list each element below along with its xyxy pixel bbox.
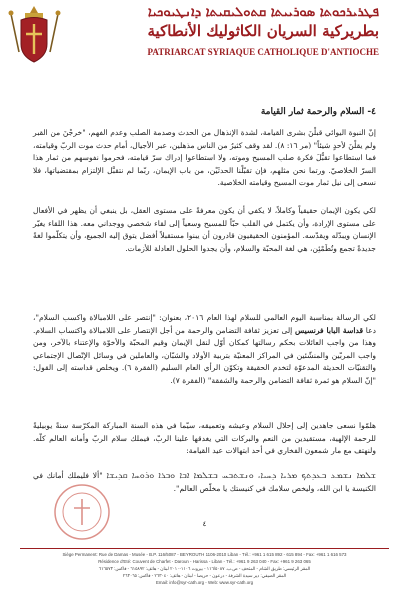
syriac-hymn: ܫܠܡܐ ܢܫܡܥ ܒܥܕܬܟ ܡܪܝܐ ܕܚܝܐ، ܘܢܫܬܒܚ ܒܫܠܡܐ ܐܒܐ ܘܒܪܐ ܘܪܘܚܐ ܩܕܝܫܐ bbox=[106, 471, 376, 481]
patriarchate-emblem-icon bbox=[7, 4, 62, 66]
paragraph-3 bbox=[33, 312, 376, 388]
paragraph-3-rest: إلى تعزيز ثقافة التضامن والرحمة من أجل الإنتصار على اللامبالاة واكتساب السلام. وهذا من واجب العائلات بحكم رسالتها كمكان أوّل لنقل الإيمان وقيم المحبّة والأخوّة والإعتناء بالآخر، ومن واجب المربّين والمنشّئين في المراكز المعنيّة بتربية الأولاد والشبّان، والعاملين في وسائل الإتّصال الإجتماعي والتقنيّات الحديثة المدعوّة لتخدم الحقيقة وتكوّن الرأي العام السليم (الفقرة ٦). ويخلص قداسته إلى القول: "إنّ السلام هو ثمرة ثقافة التضامن والرحمة والشفقة" (الفقرة ٧). bbox=[33, 325, 376, 385]
footer-divider bbox=[20, 548, 389, 549]
footer-address-fr: Siège Permanent: Rue de Damas - Musée - B.P. 116/5087 - BEYROUTH 1106-2010 Liban - Tél.: +961 1 615 892 - 615 894 - Fax: +961 1 616 573 bbox=[62, 552, 347, 557]
footer-summer-residence-fr: Résidence d'Eté: Couvent de Charfet - Daroun - Harissa - Liban - Tél.: +961 9 263 040 - Fax: +961 9 263 065 bbox=[98, 559, 311, 564]
header-french-name: PATRIARCAT SYRIAQUE CATHOLIQUE D'ANTIOCHE bbox=[147, 47, 379, 57]
hymn-translation: "ألا فليملك أمانك في الكنيسة يا ابن الله، وليخص سلامك في كنيستك يا مخلّص العالم". bbox=[33, 471, 376, 493]
paragraph-1: إنّ النبوة اليوائي قبلْنَ بشرى القيامة، لشدة الإنذهال من الحدث وصدمة الصلب وعدم الفهم، "خرجْنَ من القبر ولم يقلْنَ لأحدٍ شيئاً" (مر ١٦: ٨). لقد وقف كثيرٌ من الناس مذهلين، عبر الأجيال، أمام حدث موت الربّ وقيامته، فما استطاعوا تقبُّلَ فكرة صلب المسيح وموته، ولا استطاعوا إدراك سرّ قيامته، فحرموا نفوسهم من ثمار هذا السرّ الخلاصيّ. ورتما نحن مثلهم، فإن تقبّلْنا الحدثَيْن، من باب الإيمان، ربّما لم نتقبَّل الإلتزام بمقتضياتها، فلا نسعى إلى نيل ثمار موت المسيح وقيامته الخلاصية. bbox=[33, 128, 376, 188]
footer-contact: Email: info@syr-cath.org - Web: www.syr-cath.org bbox=[155, 580, 254, 585]
paragraph-3-lead: لكي الرسالة بمناسبة اليوم العالمي للسلام لهذا العام ٢٠١٦، بعنوان: "إنتصر على اللامبالاة واكسب السلام"، دعا bbox=[33, 313, 377, 335]
paragraph-2: لكي يكون الإيمان حقيقياً وكاملاً، لا يكفي أن يكون معرفةً على مستوى العقل، بل ينبغي أن يظهر في الأفعال على مستوى الإرادة، وأن يكتمل في القلب حبّاً للمسيح وسعياً إلى لقاء شخصي ووجداني معه. هذا اللقاء يغيّر الإنسان ويبدّله ويقدّسه. المؤمنون الحقيقيون قادرون أن يبنوا مستقبلاً أفضل يتوق إليه الجميع، وأن يتكلّموا لغةً جديدةً تجمع وتُطَمْئِن، هي لغة المحبّة والسلام، وأن يجدوا الحلول العادلة للأزمات. bbox=[33, 206, 376, 253]
header-arabic-name: بطريركية السريان الكاثوليك الأنطاكية bbox=[147, 22, 379, 40]
section-title: ٤- السلام والرحمة ثمار القيامة bbox=[260, 107, 376, 117]
paragraph-4: هلمّوا نسعى جاهدين إلى إحلال السلام وعيشه وتعميقه، سيّما في هذه السنة المباركة المكرّسة سنةً يوبيليةً للرحمة الإلهية، مستقيدين من النعم والبركات التي يغدقها علينا الربّ، فيملك سلام الربّ وأمانه العالم كلّه. ولنهتف مع مار شمعون الفخاري في أحد ابتهالات عيد القيامة: bbox=[33, 421, 376, 456]
footer-summer-residence-ar: المقر الصيفي: دير سيدة الشرفة - درعون - حريصا - لبنان - هاتف: ٢٦٣٠٤٠ - فاكس: ٢٦٣٠٦٥ bbox=[122, 573, 287, 578]
pope-name: قداسة البابا فرنسيس bbox=[294, 325, 364, 335]
official-stamp-icon bbox=[52, 482, 112, 542]
header-syriac-name: ܦܛܪܝܪܟܘܬܐ ܣܘܪܝܝܬܐ ܩܬܘܠܝܩܝܬܐ ܕܐܢܛܝܘܟܝܐ bbox=[147, 5, 379, 20]
page-number: ٤ bbox=[202, 520, 207, 528]
footer-address-ar: المقر الرئيسي: طريق الشام - المتحف - ص.ب. ١١٦/٥٠٨٧ - بيروت ١١٠٦-٢٠١٠ لبنان - هاتف: ٦١٥٨٩٢ - فاكس: ٦١٦٥٧٣ bbox=[98, 566, 311, 571]
letterhead-footer bbox=[0, 548, 409, 600]
